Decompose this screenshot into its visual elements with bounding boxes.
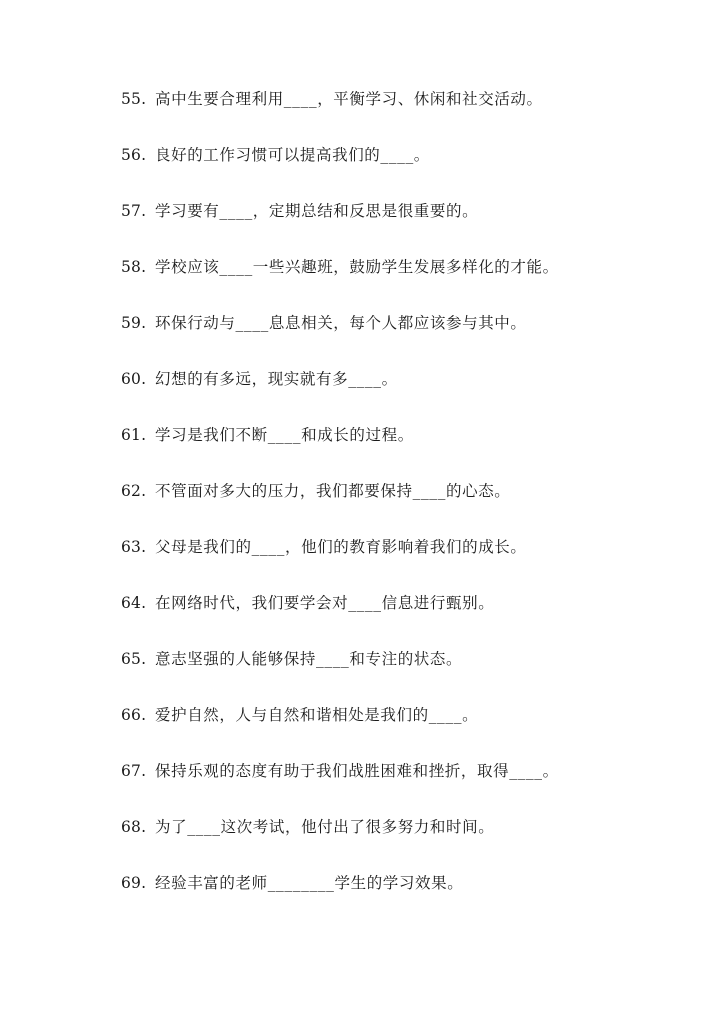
question-item [121, 756, 681, 812]
question-item [121, 84, 681, 140]
question-text: 学习要有____，定期总结和反思是很重要的。 [155, 202, 479, 220]
question-number: 62. [121, 482, 147, 500]
question-number: 55. [121, 90, 147, 108]
question-text: 爱护自然，人与自然和谐相处是我们的____。 [155, 706, 479, 724]
question-item [121, 140, 681, 196]
question-item [121, 812, 681, 868]
question-number: 65. [121, 650, 147, 668]
question-text: 学校应该____一些兴趣班，鼓励学生发展多样化的才能。 [155, 258, 559, 276]
question-text: 保持乐观的态度有助于我们战胜困难和挫折，取得____。 [155, 762, 559, 780]
question-text: 父母是我们的____，他们的教育影响着我们的成长。 [155, 538, 527, 556]
question-text: 不管面对多大的压力，我们都要保持____的心态。 [155, 482, 511, 500]
question-number: 56. [121, 146, 147, 164]
question-number: 64. [121, 594, 147, 612]
question-number: 68. [121, 818, 147, 836]
question-text: 意志坚强的人能够保持____和专注的状态。 [155, 650, 463, 668]
question-text: 良好的工作习惯可以提高我们的____。 [155, 146, 430, 164]
question-item [121, 476, 681, 532]
question-item [121, 868, 681, 924]
question-text: 经验丰富的老师________学生的学习效果。 [155, 874, 464, 892]
question-number: 69. [121, 874, 147, 892]
question-item [121, 196, 681, 252]
question-text: 为了____这次考试，他付出了很多努力和时间。 [155, 818, 495, 836]
question-number: 57. [121, 202, 147, 220]
question-text: 学习是我们不断____和成长的过程。 [155, 426, 414, 444]
question-list [121, 84, 681, 924]
question-item [121, 364, 681, 420]
question-text: 高中生要合理利用____，平衡学习、休闲和社交活动。 [155, 90, 543, 108]
question-item [121, 700, 681, 756]
question-number: 60. [121, 370, 147, 388]
question-text: 幻想的有多远，现实就有多____。 [155, 370, 398, 388]
question-number: 66. [121, 706, 147, 724]
question-number: 61. [121, 426, 147, 444]
question-text: 环保行动与____息息相关，每个人都应该参与其中。 [155, 314, 527, 332]
question-number: 58. [121, 258, 147, 276]
question-text: 在网络时代，我们要学会对____信息进行甄别。 [155, 594, 495, 612]
question-item [121, 644, 681, 700]
question-item [121, 588, 681, 644]
question-number: 59. [121, 314, 147, 332]
question-item [121, 532, 681, 588]
question-item [121, 308, 681, 364]
question-item [121, 420, 681, 476]
question-item [121, 252, 681, 308]
question-number: 67. [121, 762, 147, 780]
question-number: 63. [121, 538, 147, 556]
